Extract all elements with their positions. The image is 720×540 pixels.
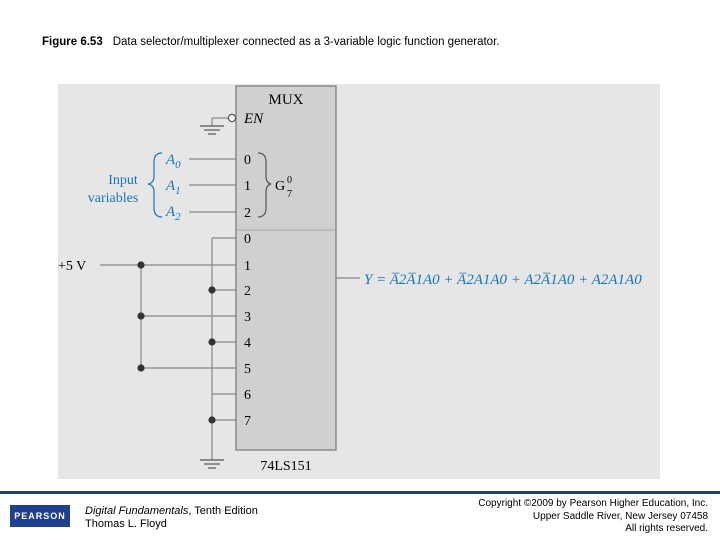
enable-label: EN (244, 111, 264, 127)
group-label-sub: 7 (287, 189, 292, 200)
book-title: Digital Fundamentals (85, 505, 189, 517)
data-pin-3: 3 (244, 310, 251, 325)
output-equation: Y = A̅2A̅1A0 + A̅2A1A0 + A2A̅1A0 + A2A1A0 (364, 272, 642, 288)
data-pin-1: 1 (244, 259, 251, 274)
copyright-line-1: Copyright ©2009 by Pearson Higher Education, Inc. (478, 498, 708, 509)
group-label: G (275, 179, 286, 194)
input-a1: $A_1$ (166, 178, 181, 197)
mux-chip-body (236, 86, 336, 450)
data-pin-6: 6 (244, 388, 251, 403)
data-pin-7: 7 (244, 414, 251, 429)
figure-caption-text: Data selector/multiplexer connected as a 3-variable logic function generator. (112, 36, 500, 48)
copyright-line-2: Upper Saddle River, New Jersey 07458 (532, 510, 708, 522)
data-pin-5: 5 (244, 362, 251, 377)
input-a2: $A_2$ (166, 204, 181, 223)
copyright-notice (478, 498, 708, 536)
select-pin-0: 0 (244, 153, 251, 168)
publisher-logo: PEARSON (10, 505, 70, 527)
input-a0: $A_0$ (166, 152, 181, 171)
data-pin-0: 0 (244, 232, 251, 247)
book-author: Thomas L. Floyd (85, 518, 167, 530)
copyright-line-3: All rights reserved. (625, 523, 708, 534)
supply-label: +5 V (58, 259, 87, 274)
chip-part-number: 74LS151 (260, 459, 312, 474)
figure-number: Figure 6.53 (42, 36, 103, 48)
group-label-sup: 0 (287, 175, 292, 186)
data-pin-2: 2 (244, 284, 251, 299)
book-info (85, 505, 258, 531)
input-group-label-line2: variables (87, 191, 139, 206)
input-group-label-line1: Input (108, 173, 138, 188)
select-pin-2: 2 (244, 206, 251, 221)
enable-inversion-bubble (228, 114, 235, 121)
book-edition: , Tenth Edition (188, 505, 258, 517)
select-pin-1: 1 (244, 179, 251, 194)
data-pin-4: 4 (244, 336, 251, 351)
footer-rule (0, 491, 720, 494)
chip-title: MUX (268, 92, 304, 108)
